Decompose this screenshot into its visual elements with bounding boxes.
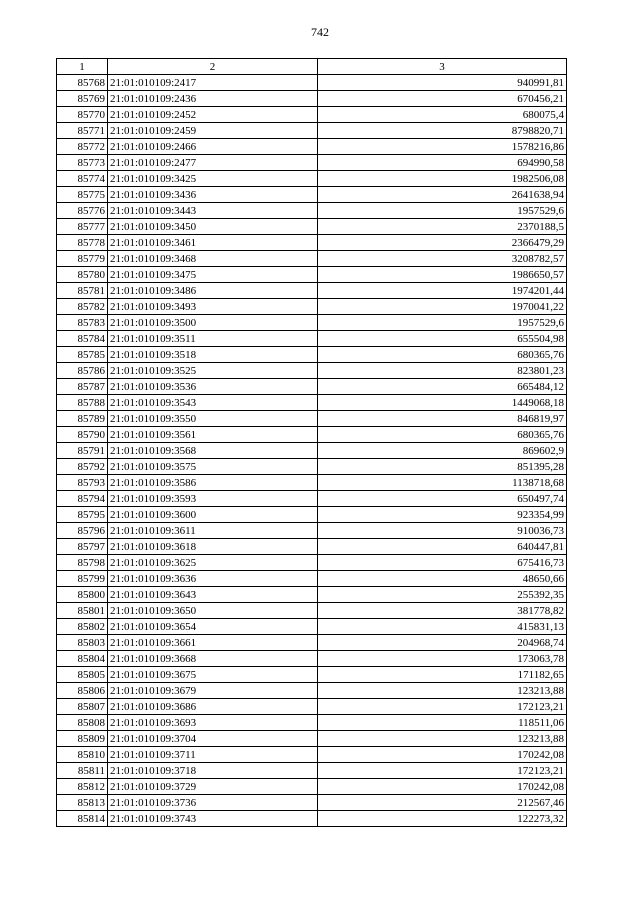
row-number-cell: 85784: [57, 331, 108, 347]
table-row: [57, 75, 567, 91]
cadastral-value-cell: 2641638,94: [318, 187, 567, 203]
cadastral-value-cell: 172123,21: [318, 699, 567, 715]
row-number-cell: 85796: [57, 523, 108, 539]
cadastral-value-cell: 118511,06: [318, 715, 567, 731]
cadastral-number-cell: 21:01:010109:3543: [108, 395, 318, 411]
cadastral-value-cell: 650497,74: [318, 491, 567, 507]
cadastral-value-cell: 171182,65: [318, 667, 567, 683]
row-number-cell: 85774: [57, 171, 108, 187]
cadastral-value-cell: 2366479,29: [318, 235, 567, 251]
row-number-cell: 85790: [57, 427, 108, 443]
row-number-cell: 85801: [57, 603, 108, 619]
row-number-cell: 85795: [57, 507, 108, 523]
row-number-cell: 85802: [57, 619, 108, 635]
table-row: [57, 763, 567, 779]
row-number-cell: 85781: [57, 283, 108, 299]
row-number-cell: 85810: [57, 747, 108, 763]
row-number-cell: 85794: [57, 491, 108, 507]
row-number-cell: 85779: [57, 251, 108, 267]
table-row: [57, 171, 567, 187]
table-row: [57, 91, 567, 107]
cadastral-value-cell: 694990,58: [318, 155, 567, 171]
cadastral-value-cell: 170242,08: [318, 747, 567, 763]
cadastral-value-cell: 415831,13: [318, 619, 567, 635]
row-number-cell: 85793: [57, 475, 108, 491]
cadastral-value-cell: 675416,73: [318, 555, 567, 571]
column-header-2: 2: [108, 59, 318, 75]
table-row: [57, 235, 567, 251]
table-row: [57, 731, 567, 747]
row-number-cell: 85778: [57, 235, 108, 251]
cadastral-number-cell: 21:01:010109:3600: [108, 507, 318, 523]
cadastral-value-cell: 923354,99: [318, 507, 567, 523]
cadastral-number-cell: 21:01:010109:3486: [108, 283, 318, 299]
cadastral-value-cell: 1578216,86: [318, 139, 567, 155]
table-row: [57, 107, 567, 123]
row-number-cell: 85797: [57, 539, 108, 555]
cadastral-value-cell: 2370188,5: [318, 219, 567, 235]
cadastral-value-cell: 1449068,18: [318, 395, 567, 411]
cadastral-number-cell: 21:01:010109:3568: [108, 443, 318, 459]
row-number-cell: 85783: [57, 315, 108, 331]
table-row: [57, 523, 567, 539]
cadastral-number-cell: 21:01:010109:3686: [108, 699, 318, 715]
table-row: [57, 651, 567, 667]
cadastral-value-cell: 123213,88: [318, 683, 567, 699]
cadastral-number-cell: 21:01:010109:3518: [108, 347, 318, 363]
cadastral-number-cell: 21:01:010109:3586: [108, 475, 318, 491]
row-number-cell: 85809: [57, 731, 108, 747]
cadastral-number-cell: 21:01:010109:3618: [108, 539, 318, 555]
row-number-cell: 85772: [57, 139, 108, 155]
column-header-3: 3: [318, 59, 567, 75]
cadastral-value-cell: 1986650,57: [318, 267, 567, 283]
row-number-cell: 85805: [57, 667, 108, 683]
table-row: [57, 459, 567, 475]
cadastral-number-cell: 21:01:010109:3679: [108, 683, 318, 699]
cadastral-number-cell: 21:01:010109:3704: [108, 731, 318, 747]
row-number-cell: 85782: [57, 299, 108, 315]
cadastral-number-cell: 21:01:010109:3425: [108, 171, 318, 187]
cadastral-number-cell: 21:01:010109:3536: [108, 379, 318, 395]
cadastral-number-cell: 21:01:010109:2452: [108, 107, 318, 123]
cadastral-value-cell: 910036,73: [318, 523, 567, 539]
row-number-cell: 85771: [57, 123, 108, 139]
cadastral-value-cell: 1982506,08: [318, 171, 567, 187]
row-number-cell: 85814: [57, 811, 108, 827]
table-row: [57, 507, 567, 523]
row-number-cell: 85775: [57, 187, 108, 203]
table-row: [57, 283, 567, 299]
cadastral-number-cell: 21:01:010109:2466: [108, 139, 318, 155]
table-row: [57, 539, 567, 555]
row-number-cell: 85811: [57, 763, 108, 779]
cadastral-number-cell: 21:01:010109:2417: [108, 75, 318, 91]
cadastral-number-cell: 21:01:010109:3650: [108, 603, 318, 619]
table-body: [57, 75, 567, 827]
cadastral-value-cell: 823801,23: [318, 363, 567, 379]
cadastral-value-cell: 1974201,44: [318, 283, 567, 299]
table-row: [57, 267, 567, 283]
cadastral-value-cell: 170242,08: [318, 779, 567, 795]
cadastral-value-cell: 940991,81: [318, 75, 567, 91]
cadastral-number-cell: 21:01:010109:3675: [108, 667, 318, 683]
cadastral-value-cell: 1970041,22: [318, 299, 567, 315]
cadastral-number-cell: 21:01:010109:3436: [108, 187, 318, 203]
row-number-cell: 85786: [57, 363, 108, 379]
cadastral-value-cell: 640447,81: [318, 539, 567, 555]
cadastral-number-cell: 21:01:010109:3561: [108, 427, 318, 443]
table-row: [57, 587, 567, 603]
cadastral-value-cell: 8798820,71: [318, 123, 567, 139]
table-row: [57, 347, 567, 363]
cadastral-number-cell: 21:01:010109:3636: [108, 571, 318, 587]
cadastral-number-cell: 21:01:010109:3625: [108, 555, 318, 571]
cadastral-number-cell: 21:01:010109:3443: [108, 203, 318, 219]
table-row: [57, 363, 567, 379]
row-number-cell: 85789: [57, 411, 108, 427]
cadastral-value-table: [56, 58, 567, 827]
table-row: [57, 331, 567, 347]
table-row: [57, 555, 567, 571]
cadastral-value-cell: 381778,82: [318, 603, 567, 619]
cadastral-value-cell: 665484,12: [318, 379, 567, 395]
row-number-cell: 85808: [57, 715, 108, 731]
cadastral-number-cell: 21:01:010109:3511: [108, 331, 318, 347]
table-row: [57, 571, 567, 587]
table-row: [57, 491, 567, 507]
table-row: [57, 427, 567, 443]
table-row: [57, 747, 567, 763]
cadastral-number-cell: 21:01:010109:3493: [108, 299, 318, 315]
cadastral-value-cell: 680075,4: [318, 107, 567, 123]
cadastral-number-cell: 21:01:010109:3736: [108, 795, 318, 811]
cadastral-number-cell: 21:01:010109:3550: [108, 411, 318, 427]
table-header: [57, 59, 567, 75]
row-number-cell: 85768: [57, 75, 108, 91]
cadastral-value-cell: 851395,28: [318, 459, 567, 475]
cadastral-number-cell: 21:01:010109:3450: [108, 219, 318, 235]
cadastral-value-cell: 1957529,6: [318, 203, 567, 219]
cadastral-number-cell: 21:01:010109:3718: [108, 763, 318, 779]
cadastral-number-cell: 21:01:010109:3593: [108, 491, 318, 507]
cadastral-number-cell: 21:01:010109:2459: [108, 123, 318, 139]
table-row: [57, 699, 567, 715]
cadastral-value-cell: 212567,46: [318, 795, 567, 811]
table-row: [57, 667, 567, 683]
row-number-cell: 85788: [57, 395, 108, 411]
cadastral-value-cell: 846819,97: [318, 411, 567, 427]
cadastral-value-cell: 655504,98: [318, 331, 567, 347]
cadastral-value-cell: 48650,66: [318, 571, 567, 587]
cadastral-number-cell: 21:01:010109:3475: [108, 267, 318, 283]
table-row: [57, 155, 567, 171]
cadastral-number-cell: 21:01:010109:3461: [108, 235, 318, 251]
cadastral-number-cell: 21:01:010109:3668: [108, 651, 318, 667]
row-number-cell: 85770: [57, 107, 108, 123]
cadastral-number-cell: 21:01:010109:3661: [108, 635, 318, 651]
cadastral-value-cell: 680365,76: [318, 427, 567, 443]
cadastral-number-cell: 21:01:010109:3525: [108, 363, 318, 379]
table-row: [57, 411, 567, 427]
cadastral-value-cell: 1138718,68: [318, 475, 567, 491]
cadastral-value-cell: 204968,74: [318, 635, 567, 651]
table-row: [57, 683, 567, 699]
table-row: [57, 795, 567, 811]
cadastral-number-cell: 21:01:010109:3711: [108, 747, 318, 763]
table-row: [57, 779, 567, 795]
cadastral-number-cell: 21:01:010109:3611: [108, 523, 318, 539]
table-row: [57, 635, 567, 651]
page-number: 742: [311, 25, 329, 39]
cadastral-value-cell: 172123,21: [318, 763, 567, 779]
row-number-cell: 85812: [57, 779, 108, 795]
table-row: [57, 187, 567, 203]
cadastral-value-cell: 1957529,6: [318, 315, 567, 331]
cadastral-number-cell: 21:01:010109:3693: [108, 715, 318, 731]
row-number-cell: 85806: [57, 683, 108, 699]
table-row: [57, 715, 567, 731]
row-number-cell: 85804: [57, 651, 108, 667]
row-number-cell: 85785: [57, 347, 108, 363]
table-row: [57, 219, 567, 235]
cadastral-number-cell: 21:01:010109:3468: [108, 251, 318, 267]
row-number-cell: 85813: [57, 795, 108, 811]
header-row: [57, 59, 567, 75]
cadastral-value-cell: 3208782,57: [318, 251, 567, 267]
table-row: [57, 395, 567, 411]
row-number-cell: 85776: [57, 203, 108, 219]
cadastral-value-cell: 670456,21: [318, 91, 567, 107]
row-number-cell: 85807: [57, 699, 108, 715]
row-number-cell: 85791: [57, 443, 108, 459]
cadastral-number-cell: 21:01:010109:3575: [108, 459, 318, 475]
cadastral-number-cell: 21:01:010109:3743: [108, 811, 318, 827]
row-number-cell: 85799: [57, 571, 108, 587]
cadastral-value-cell: 123213,88: [318, 731, 567, 747]
cadastral-number-cell: 21:01:010109:2436: [108, 91, 318, 107]
row-number-cell: 85800: [57, 587, 108, 603]
row-number-cell: 85787: [57, 379, 108, 395]
table-row: [57, 123, 567, 139]
table-row: [57, 379, 567, 395]
table-row: [57, 443, 567, 459]
table-row: [57, 315, 567, 331]
table-row: [57, 251, 567, 267]
row-number-cell: 85769: [57, 91, 108, 107]
cadastral-value-cell: 869602,9: [318, 443, 567, 459]
cadastral-number-cell: 21:01:010109:3729: [108, 779, 318, 795]
table-row: [57, 475, 567, 491]
row-number-cell: 85803: [57, 635, 108, 651]
cadastral-number-cell: 21:01:010109:2477: [108, 155, 318, 171]
cadastral-number-cell: 21:01:010109:3500: [108, 315, 318, 331]
cadastral-value-cell: 255392,35: [318, 587, 567, 603]
table-row: [57, 619, 567, 635]
row-number-cell: 85792: [57, 459, 108, 475]
row-number-cell: 85780: [57, 267, 108, 283]
cadastral-number-cell: 21:01:010109:3654: [108, 619, 318, 635]
table-row: [57, 203, 567, 219]
cadastral-number-cell: 21:01:010109:3643: [108, 587, 318, 603]
row-number-cell: 85798: [57, 555, 108, 571]
table-row: [57, 139, 567, 155]
table-row: [57, 299, 567, 315]
table-row: [57, 603, 567, 619]
cadastral-value-cell: 173063,78: [318, 651, 567, 667]
column-header-1: 1: [57, 59, 108, 75]
row-number-cell: 85777: [57, 219, 108, 235]
table-row: [57, 811, 567, 827]
cadastral-value-cell: 680365,76: [318, 347, 567, 363]
row-number-cell: 85773: [57, 155, 108, 171]
cadastral-value-cell: 122273,32: [318, 811, 567, 827]
